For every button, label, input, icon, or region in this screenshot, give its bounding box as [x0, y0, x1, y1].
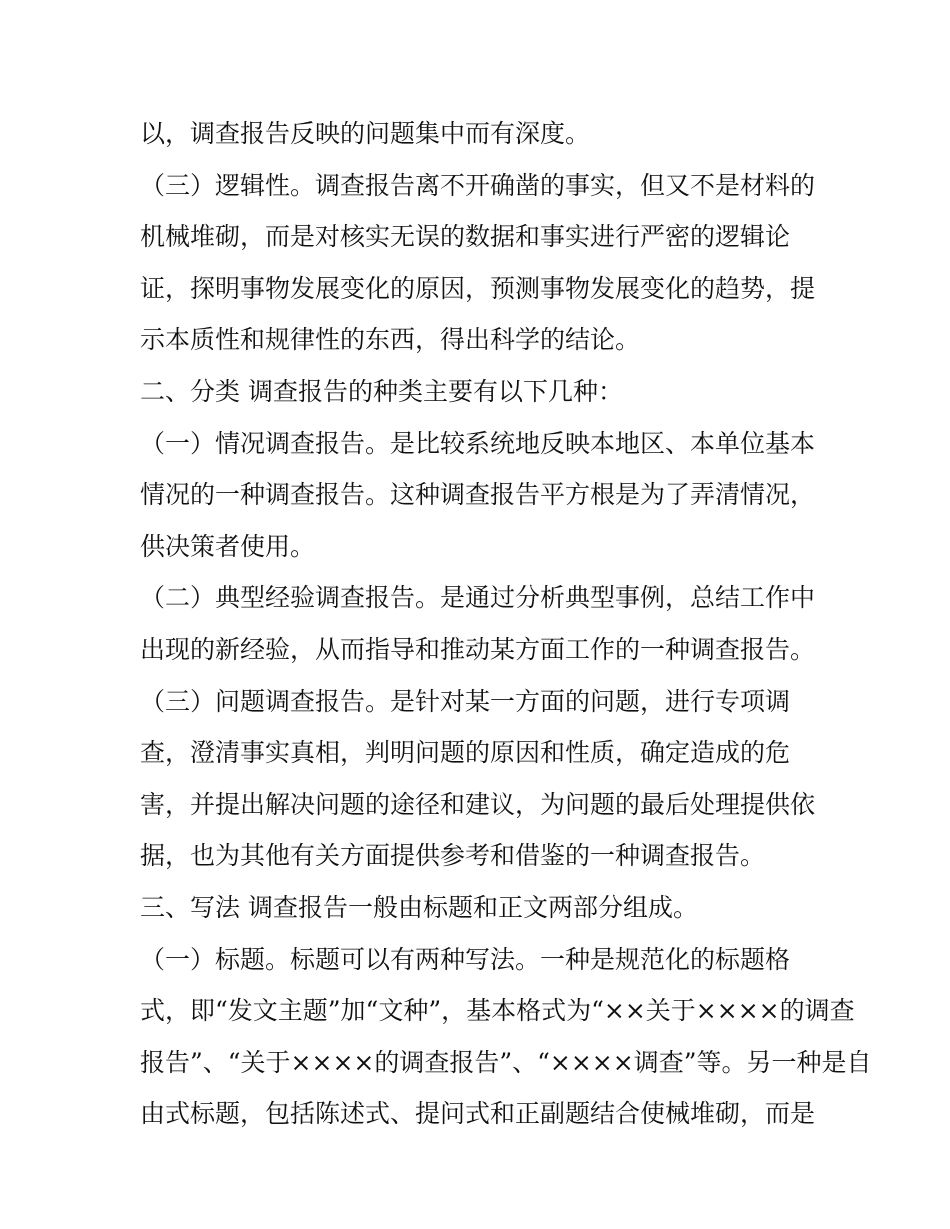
text-line-19: 报告”、“关于××××的调查报告”、“××××调查”等。另一种是自: [140, 1047, 872, 1077]
text-line-10: （二）典型经验调查报告。是通过分析典型事例，总结工作中: [140, 583, 816, 613]
text-line-15: 据，也为其他有关方面提供参考和借鉴的一种调查报告。: [140, 841, 766, 871]
text-line-3: 机械堆砌，而是对核实无误的数据和事实进行严密的逻辑论: [140, 222, 791, 252]
text-line-4: 证，探明事物发展变化的原因，预测事物发展变化的趋势，提: [140, 273, 816, 303]
text-line-1: 以，调查报告反映的问题集中而有深度。: [140, 119, 591, 148]
text-line-2: （三）逻辑性。调查报告离不开确凿的事实，但又不是材料的: [140, 170, 816, 200]
text-line-8: 情况的一种调查报告。这种调查报告平方根是为了弄清情况，: [140, 480, 816, 510]
text-line-20: 由式标题，包括陈述式、提问式和正副题结合使械堆砌，而是: [140, 1099, 816, 1129]
text-line-11: 出现的新经验，从而指导和推动某方面工作的一种调查报告。: [140, 634, 816, 664]
text-line-13: 查，澄清事实真相，判明问题的原因和性质，确定造成的危: [140, 738, 791, 768]
section-heading-writing: 三、写法 调查报告一般由标题和正文两部分组成。: [140, 892, 698, 922]
section-heading-classification: 二、分类 调查报告的种类主要有以下几种：: [140, 376, 623, 406]
text-line-18: 式，即“发文主题”加“文种”，基本格式为“××关于××××的调查: [140, 996, 855, 1026]
text-line-7: （一）情况调查报告。是比较系统地反映本地区、本单位基本: [140, 428, 816, 458]
text-line-5: 示本质性和规律性的东西，得出科学的结论。: [140, 325, 641, 355]
text-line-12: （三）问题调查报告。是针对某一方面的问题，进行专项调: [140, 686, 791, 716]
text-line-9: 供决策者使用。: [140, 531, 316, 561]
text-line-17: （一）标题。标题可以有两种写法。一种是规范化的标题格: [140, 944, 791, 974]
document-body: [140, 108, 872, 1140]
text-line-14: 害，并提出解决问题的途径和建议，为问题的最后处理提供依: [140, 789, 816, 819]
